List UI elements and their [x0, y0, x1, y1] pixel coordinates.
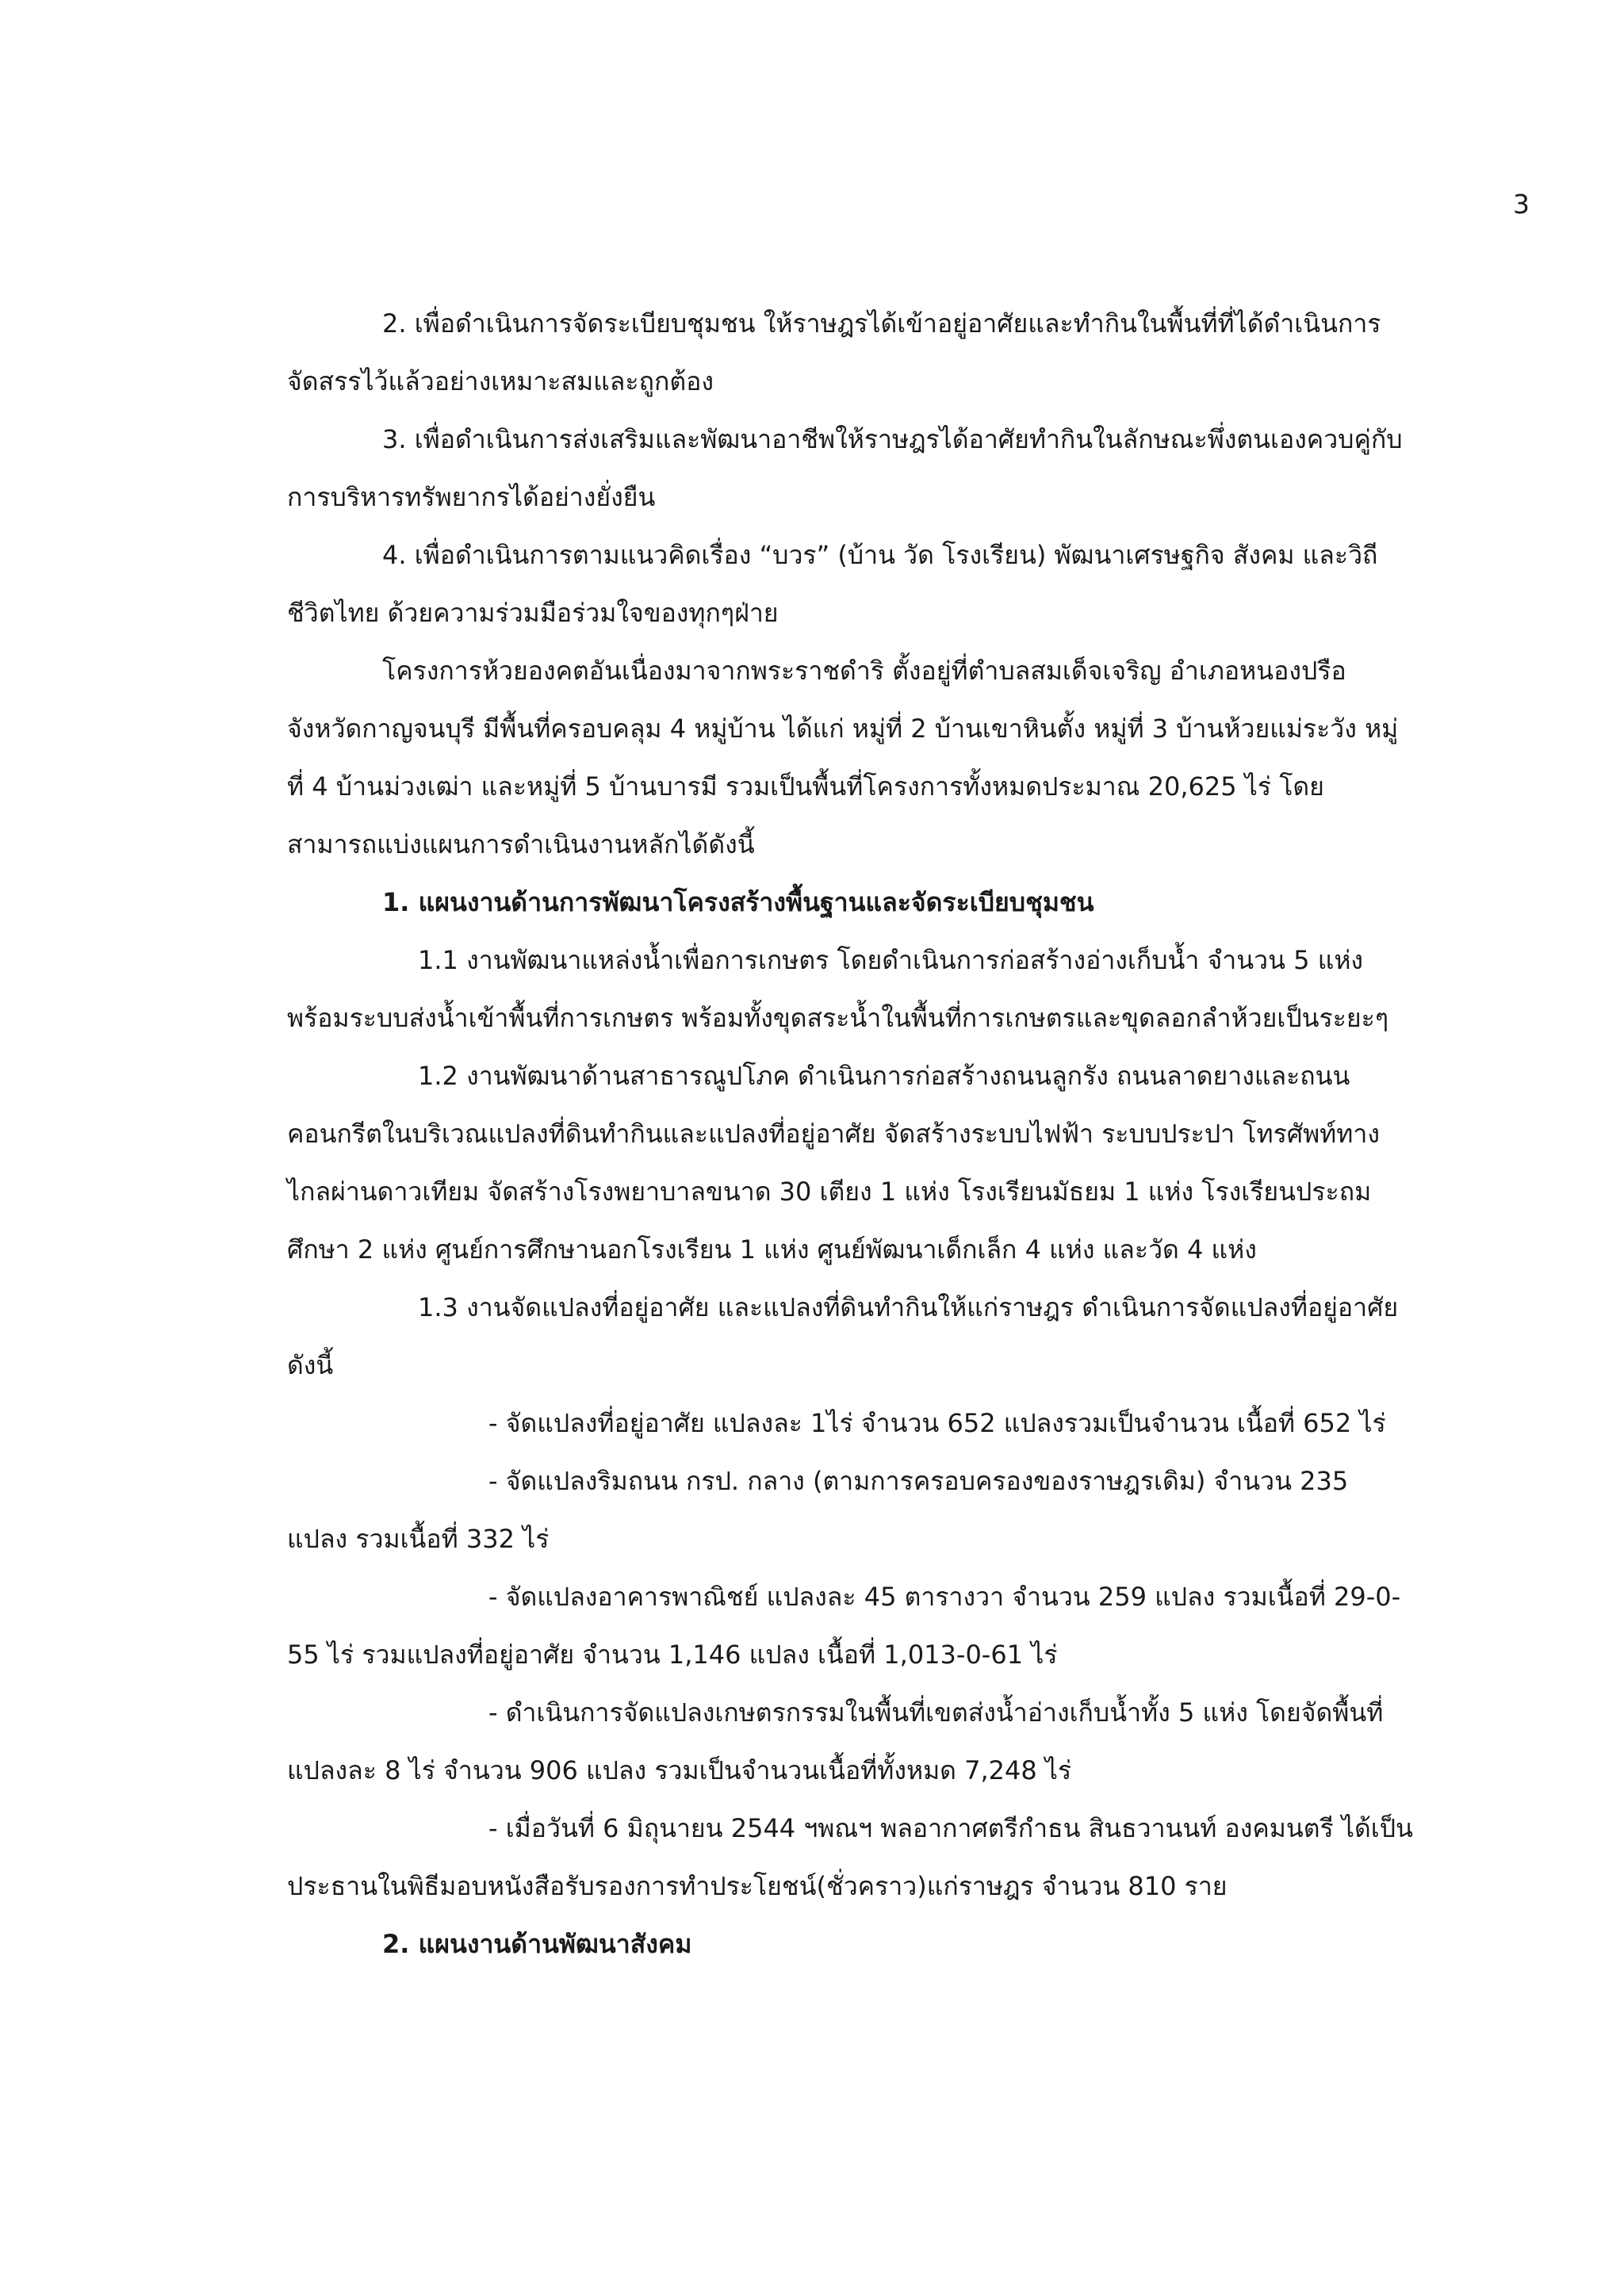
objective-4-paragraph: 4. เพื่อดำเนินการตามแนวคิดเรื่อง “บวร” (บ้าน วัด โรงเรียน) พัฒนาเศรษฐกิจ สังคม และวิถีชีวิตไทย ด้วยความร่วมมือร่วมใจของทุกๆฝ่าย	[287, 540, 1378, 628]
ceremony-bullet: - เมื่อวันที่ 6 มิถุนายน 2544 ฯพณฯ พลอากาศตรีกำธน สินธวานนท์ องคมนตรี ได้เป็นประธานในพิธีมอบหนังสือรับรองการทำประโยชน์(ชั่วคราว)แก่ราษฎร จำนวน 810 ราย	[287, 1813, 1413, 1901]
item-1-3-paragraph: 1.3 งานจัดแปลงที่อยู่อาศัย และแปลงที่ดินทำกินให้แก่ราษฎร ดำเนินการจัดแปลงที่อยู่อาศัย ดังนี้	[287, 1292, 1399, 1380]
objective-3-paragraph: 3. เพื่อดำเนินการส่งเสริมและพัฒนาอาชีพให้ราษฎรได้อาศัยทำกินในลักษณะพึ่งตนเองควบคู่กับการบริหารทรัพยากรได้อย่างยั่งยืน	[287, 424, 1403, 512]
roadside-plot-bullet: - จัดแปลงริมถนน กรป. กลาง (ตามการครอบครองของราษฎรเดิม) จำนวน 235 แปลง รวมเนื้อที่ 332 ไร่	[287, 1466, 1349, 1554]
page-number: 3	[1513, 189, 1530, 220]
project-overview-paragraph: โครงการห้วยองคตอันเนื่องมาจากพระราชดำริ ตั้งอยู่ที่ตำบลสมเด็จเจริญ อำเภอหนองปรือ จังหวัดกาญจนบุรี มีพื้นที่ครอบคลุม 4 หมู่บ้าน ได้แก่ หมู่ที่ 2 บ้านเขาหินตั้ง หมู่ที่ 3 บ้านห้วยแม่ระวัง หมู่ที่ 4 บ้านม่วงเฒ่า และหมู่ที่ 5 บ้านบารมี รวมเป็นพื้นที่โครงการทั้งหมดประมาณ 20,625 ไร่ โดยสามารถแบ่งแผนการดำเนินงานหลักได้ดังนี้	[287, 656, 1399, 859]
agricultural-plot-bullet: - ดำเนินการจัดแปลงเกษตรกรรมในพื้นที่เขตส่งน้ำอ่างเก็บน้ำทั้ง 5 แห่ง โดยจัดพื้นที่แปลงละ 8 ไร่ จำนวน 906 แปลง รวมเป็นจำนวนเนื้อที่ทั้งหมด 7,248 ไร่	[287, 1697, 1384, 1785]
commercial-plot-bullet: - จัดแปลงอาคารพาณิชย์ แปลงละ 45 ตารางวา จำนวน 259 แปลง รวมเนื้อที่ 29-0-55 ไร่ รวมแปลงที่อยู่อาศัย จำนวน 1,146 แปลง เนื้อที่ 1,013-0-61 ไร่	[287, 1582, 1401, 1670]
document-body	[287, 295, 1413, 1973]
item-1-1-paragraph: 1.1 งานพัฒนาแหล่งน้ำเพื่อการเกษตร โดยดำเนินการก่อสร้างอ่างเก็บน้ำ จำนวน 5 แห่ง พร้อมระบบส่งน้ำเข้าพื้นที่การเกษตร พร้อมทั้งขุดสระน้ำในพื้นที่การเกษตรและขุดลอกลำห้วยเป็นระยะๆ	[287, 945, 1388, 1033]
section-1-heading: 1. แผนงานด้านการพัฒนาโครงสร้างพื้นฐานและจัดระเบียบชุมชน	[382, 887, 1094, 917]
residential-plot-bullet: - จัดแปลงที่อยู่อาศัย แปลงละ 1ไร่ จำนวน 652 แปลงรวมเป็นจำนวน เนื้อที่ 652 ไร่	[488, 1408, 1386, 1438]
objective-2-paragraph: 2. เพื่อดำเนินการจัดระเบียบชุมชน ให้ราษฎรได้เข้าอยู่อาศัยและทำกินในพื้นที่ที่ได้ดำเนินการจัดสรรไว้แล้วอย่างเหมาะสมและถูกต้อง	[287, 308, 1381, 396]
item-1-2-paragraph: 1.2 งานพัฒนาด้านสาธารณูปโภค ดำเนินการก่อสร้างถนนลูกรัง ถนนลาดยางและถนนคอนกรีตในบริเวณแปลงที่ดินทำกินและแปลงที่อยู่อาศัย จัดสร้างระบบไฟฟ้า ระบบประปา โทรศัพท์ทางไกลผ่านดาวเทียม จัดสร้างโรงพยาบาลขนาด 30 เตียง 1 แห่ง โรงเรียนมัธยม 1 แห่ง โรงเรียนประถมศึกษา 2 แห่ง ศูนย์การศึกษานอกโรงเรียน 1 แห่ง ศูนย์พัฒนาเด็กเล็ก 4 แห่ง และวัด 4 แห่ง	[287, 1061, 1380, 1265]
section-2-heading: 2. แผนงานด้านพัฒนาสังคม	[382, 1929, 692, 1959]
